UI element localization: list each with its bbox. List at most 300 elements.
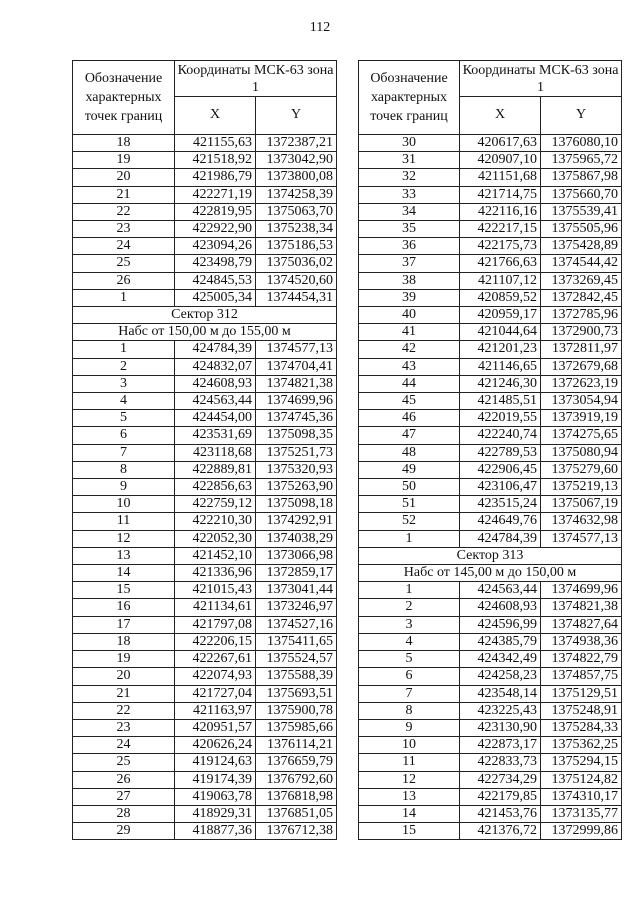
table-row — [73, 737, 337, 754]
point-number-cell: 11 — [359, 754, 460, 771]
x-coordinate-cell: 422052,30 — [175, 530, 256, 547]
x-coordinate-cell: 423515,24 — [460, 496, 541, 513]
point-number-cell: 19 — [73, 152, 175, 169]
table-row — [359, 788, 622, 805]
point-number-cell: 2 — [73, 358, 175, 375]
point-number-cell: 5 — [359, 651, 460, 668]
x-coordinate-cell: 421107,12 — [460, 272, 541, 289]
table-row — [359, 823, 622, 840]
point-number-cell: 21 — [73, 186, 175, 203]
x-coordinate-cell: 422734,29 — [460, 771, 541, 788]
y-coordinate-cell: 1374699,96 — [256, 393, 337, 410]
point-number-cell: 9 — [359, 719, 460, 736]
y-column-header: Y — [541, 97, 622, 135]
y-coordinate-cell: 1374745,36 — [256, 410, 337, 427]
point-number-cell: 15 — [359, 823, 460, 840]
point-number-cell: 7 — [359, 685, 460, 702]
y-coordinate-cell: 1375063,70 — [256, 203, 337, 220]
table-row — [73, 599, 337, 616]
x-coordinate-cell: 421376,72 — [460, 823, 541, 840]
y-coordinate-cell: 1375124,82 — [541, 771, 622, 788]
y-coordinate-cell: 1374544,42 — [541, 255, 622, 272]
x-coordinate-cell: 421134,61 — [175, 599, 256, 616]
y-coordinate-cell: 1373800,08 — [256, 169, 337, 186]
point-number-cell: 51 — [359, 496, 460, 513]
point-number-cell: 10 — [73, 496, 175, 513]
x-coordinate-cell: 422873,17 — [460, 737, 541, 754]
x-coordinate-cell: 421201,23 — [460, 341, 541, 358]
y-coordinate-cell: 1375036,02 — [256, 255, 337, 272]
y-coordinate-cell: 1375129,51 — [541, 685, 622, 702]
table-row — [359, 737, 622, 754]
point-number-cell: 29 — [73, 823, 175, 840]
y-coordinate-cell: 1374821,38 — [256, 375, 337, 392]
y-coordinate-cell: 1375505,96 — [541, 221, 622, 238]
x-coordinate-cell: 423225,43 — [460, 702, 541, 719]
point-number-cell: 23 — [73, 719, 175, 736]
x-coordinate-cell: 422889,81 — [175, 461, 256, 478]
section-label: Сектор 312 — [73, 307, 337, 324]
table-row — [359, 221, 622, 238]
point-number-cell: 48 — [359, 444, 460, 461]
table-row — [359, 375, 622, 392]
x-column-header: X — [175, 97, 256, 135]
y-coordinate-cell: 1375251,73 — [256, 444, 337, 461]
table-row — [73, 461, 337, 478]
x-coordinate-cell: 424258,23 — [460, 668, 541, 685]
table-row — [359, 754, 622, 771]
point-number-cell: 5 — [73, 410, 175, 427]
table-row — [359, 393, 622, 410]
y-coordinate-cell: 1372679,68 — [541, 358, 622, 375]
table-row — [73, 375, 337, 392]
point-number-cell: 15 — [73, 582, 175, 599]
table-row — [73, 186, 337, 203]
coordinate-system-header: Координаты МСК-63 зона 1 — [175, 61, 337, 97]
x-coordinate-cell: 423106,47 — [460, 479, 541, 496]
x-coordinate-cell: 422819,95 — [175, 203, 256, 220]
table-row — [359, 358, 622, 375]
table-row — [359, 461, 622, 478]
point-number-cell: 44 — [359, 375, 460, 392]
table-row — [359, 805, 622, 822]
point-number-cell: 34 — [359, 203, 460, 220]
x-coordinate-cell: 422217,15 — [460, 221, 541, 238]
point-number-cell: 41 — [359, 324, 460, 341]
x-coordinate-cell: 422856,63 — [175, 479, 256, 496]
y-coordinate-cell: 1375279,60 — [541, 461, 622, 478]
table-row — [359, 633, 622, 650]
table-row — [73, 685, 337, 702]
y-coordinate-cell: 1373042,90 — [256, 152, 337, 169]
y-coordinate-cell: 1372785,96 — [541, 307, 622, 324]
point-number-cell: 11 — [73, 513, 175, 530]
table-row — [359, 410, 622, 427]
y-coordinate-cell: 1375067,19 — [541, 496, 622, 513]
table-row — [73, 582, 337, 599]
x-coordinate-cell: 421015,43 — [175, 582, 256, 599]
x-coordinate-cell: 424342,49 — [460, 651, 541, 668]
table-row — [359, 169, 622, 186]
point-number-cell: 39 — [359, 289, 460, 306]
section-row — [73, 324, 337, 341]
table-row — [73, 358, 337, 375]
table-row — [73, 823, 337, 840]
point-number-cell: 45 — [359, 393, 460, 410]
point-number-cell: 25 — [73, 754, 175, 771]
x-coordinate-cell: 422271,19 — [175, 186, 256, 203]
point-number-cell: 36 — [359, 238, 460, 255]
table-row — [359, 152, 622, 169]
table-row — [359, 702, 622, 719]
point-number-cell: 9 — [73, 479, 175, 496]
x-coordinate-cell: 422074,93 — [175, 668, 256, 685]
table-row — [73, 238, 337, 255]
y-coordinate-cell: 1373066,98 — [256, 547, 337, 564]
y-coordinate-cell: 1375098,18 — [256, 496, 337, 513]
point-number-cell: 43 — [359, 358, 460, 375]
point-number-cell: 47 — [359, 427, 460, 444]
table-row — [73, 788, 337, 805]
y-coordinate-cell: 1376114,21 — [256, 737, 337, 754]
y-coordinate-cell: 1373246,97 — [256, 599, 337, 616]
y-coordinate-cell: 1373919,19 — [541, 410, 622, 427]
x-coordinate-cell: 420959,17 — [460, 307, 541, 324]
x-coordinate-cell: 423531,69 — [175, 427, 256, 444]
x-coordinate-cell: 422206,15 — [175, 633, 256, 650]
x-coordinate-cell: 423118,68 — [175, 444, 256, 461]
x-coordinate-cell: 424608,93 — [175, 375, 256, 392]
point-number-cell: 20 — [73, 169, 175, 186]
y-coordinate-cell: 1375900,78 — [256, 702, 337, 719]
point-number-cell: 18 — [73, 633, 175, 650]
y-coordinate-cell: 1376792,60 — [256, 771, 337, 788]
x-coordinate-cell: 422210,30 — [175, 513, 256, 530]
y-coordinate-cell: 1375098,35 — [256, 427, 337, 444]
point-number-cell: 4 — [359, 633, 460, 650]
x-coordinate-cell: 418877,36 — [175, 823, 256, 840]
y-coordinate-cell: 1376712,38 — [256, 823, 337, 840]
x-coordinate-cell: 422019,55 — [460, 410, 541, 427]
point-number-cell: 1 — [73, 341, 175, 358]
table-row — [73, 513, 337, 530]
point-number-cell: 46 — [359, 410, 460, 427]
point-number-cell: 37 — [359, 255, 460, 272]
section-row — [359, 547, 622, 564]
x-coordinate-cell: 424563,44 — [460, 582, 541, 599]
y-coordinate-cell: 1374038,29 — [256, 530, 337, 547]
y-coordinate-cell: 1375524,57 — [256, 651, 337, 668]
section-row — [73, 307, 337, 324]
x-coordinate-cell: 420617,63 — [460, 135, 541, 152]
x-coordinate-cell: 419174,39 — [175, 771, 256, 788]
table-row — [359, 530, 622, 547]
point-designation-header: Обозначение характерных точек границ — [359, 61, 460, 135]
table-header — [359, 61, 622, 135]
y-coordinate-cell: 1375362,25 — [541, 737, 622, 754]
y-coordinate-cell: 1375284,33 — [541, 719, 622, 736]
point-number-cell: 21 — [73, 685, 175, 702]
coordinate-system-header: Координаты МСК-63 зона 1 — [460, 61, 622, 97]
y-coordinate-cell: 1375693,51 — [256, 685, 337, 702]
x-coordinate-cell: 422759,12 — [175, 496, 256, 513]
x-coordinate-cell: 422116,16 — [460, 203, 541, 220]
y-coordinate-cell: 1375588,39 — [256, 668, 337, 685]
x-coordinate-cell: 421163,97 — [175, 702, 256, 719]
table-row — [73, 289, 337, 306]
table-row — [73, 203, 337, 220]
table-row — [359, 616, 622, 633]
point-number-cell: 1 — [359, 582, 460, 599]
y-coordinate-cell: 1374938,36 — [541, 633, 622, 650]
point-number-cell: 42 — [359, 341, 460, 358]
x-coordinate-cell: 421151,68 — [460, 169, 541, 186]
table-row — [73, 479, 337, 496]
point-number-cell: 3 — [359, 616, 460, 633]
x-coordinate-cell: 424784,39 — [175, 341, 256, 358]
table-body — [73, 135, 337, 840]
x-coordinate-cell: 424385,79 — [460, 633, 541, 650]
x-coordinate-cell: 422179,85 — [460, 788, 541, 805]
x-coordinate-cell: 421518,92 — [175, 152, 256, 169]
point-number-cell: 14 — [359, 805, 460, 822]
y-coordinate-cell: 1374258,39 — [256, 186, 337, 203]
x-coordinate-cell: 421452,10 — [175, 547, 256, 564]
x-coordinate-cell: 421044,64 — [460, 324, 541, 341]
table-row — [73, 668, 337, 685]
table-row — [359, 479, 622, 496]
table-row — [73, 169, 337, 186]
x-coordinate-cell: 422175,73 — [460, 238, 541, 255]
y-coordinate-cell: 1374310,17 — [541, 788, 622, 805]
x-coordinate-cell: 419124,63 — [175, 754, 256, 771]
x-coordinate-cell: 424845,53 — [175, 272, 256, 289]
table-row — [73, 152, 337, 169]
x-coordinate-cell: 420626,24 — [175, 737, 256, 754]
x-coordinate-cell: 422922,90 — [175, 221, 256, 238]
coordinates-table-right — [358, 60, 622, 840]
table-row — [359, 513, 622, 530]
table-row — [359, 668, 622, 685]
table-row — [73, 805, 337, 822]
table-row — [359, 444, 622, 461]
table-row — [73, 651, 337, 668]
y-coordinate-cell: 1373054,94 — [541, 393, 622, 410]
y-coordinate-cell: 1374577,13 — [541, 530, 622, 547]
point-number-cell: 25 — [73, 255, 175, 272]
table-row — [73, 496, 337, 513]
point-number-cell: 22 — [73, 203, 175, 220]
x-coordinate-cell: 421336,96 — [175, 565, 256, 582]
x-coordinate-cell: 421246,30 — [460, 375, 541, 392]
x-coordinate-cell: 421986,79 — [175, 169, 256, 186]
table-row — [73, 547, 337, 564]
y-coordinate-cell: 1374454,31 — [256, 289, 337, 306]
y-coordinate-cell: 1374857,75 — [541, 668, 622, 685]
x-coordinate-cell: 424784,39 — [460, 530, 541, 547]
point-number-cell: 2 — [359, 599, 460, 616]
point-number-cell: 13 — [359, 788, 460, 805]
table-row — [359, 324, 622, 341]
point-number-cell: 12 — [359, 771, 460, 788]
y-coordinate-cell: 1375219,13 — [541, 479, 622, 496]
point-number-cell: 23 — [73, 221, 175, 238]
y-coordinate-cell: 1374527,16 — [256, 616, 337, 633]
y-coordinate-cell: 1374822,79 — [541, 651, 622, 668]
table-row — [359, 238, 622, 255]
x-coordinate-cell: 420859,52 — [460, 289, 541, 306]
y-coordinate-cell: 1375320,93 — [256, 461, 337, 478]
point-number-cell: 22 — [73, 702, 175, 719]
y-coordinate-cell: 1374577,13 — [256, 341, 337, 358]
y-coordinate-cell: 1375428,89 — [541, 238, 622, 255]
y-coordinate-cell: 1374827,64 — [541, 616, 622, 633]
point-number-cell: 17 — [73, 616, 175, 633]
y-coordinate-cell: 1376818,98 — [256, 788, 337, 805]
x-coordinate-cell: 423130,90 — [460, 719, 541, 736]
y-coordinate-cell: 1372842,45 — [541, 289, 622, 306]
y-coordinate-cell: 1374821,38 — [541, 599, 622, 616]
y-coordinate-cell: 1372811,97 — [541, 341, 622, 358]
x-coordinate-cell: 421155,63 — [175, 135, 256, 152]
table-row — [73, 393, 337, 410]
point-number-cell: 8 — [73, 461, 175, 478]
x-coordinate-cell: 424608,93 — [460, 599, 541, 616]
section-label: Набс от 145,00 м до 150,00 м — [359, 565, 622, 582]
y-column-header: Y — [256, 97, 337, 135]
y-coordinate-cell: 1375294,15 — [541, 754, 622, 771]
page-number: 112 — [309, 20, 331, 35]
table-row — [73, 341, 337, 358]
y-coordinate-cell: 1375965,72 — [541, 152, 622, 169]
y-coordinate-cell: 1376659,79 — [256, 754, 337, 771]
x-coordinate-cell: 424596,99 — [460, 616, 541, 633]
y-coordinate-cell: 1374275,65 — [541, 427, 622, 444]
y-coordinate-cell: 1375238,34 — [256, 221, 337, 238]
y-coordinate-cell: 1375539,41 — [541, 203, 622, 220]
y-coordinate-cell: 1375411,65 — [256, 633, 337, 650]
table-row — [73, 221, 337, 238]
coordinates-table-left — [72, 60, 337, 840]
table-row — [359, 771, 622, 788]
x-coordinate-cell: 421727,04 — [175, 685, 256, 702]
point-number-cell: 16 — [73, 599, 175, 616]
point-number-cell: 32 — [359, 169, 460, 186]
point-number-cell: 52 — [359, 513, 460, 530]
section-label: Набс от 150,00 м до 155,00 м — [73, 324, 337, 341]
point-number-cell: 18 — [73, 135, 175, 152]
section-row — [359, 565, 622, 582]
x-coordinate-cell: 424832,07 — [175, 358, 256, 375]
point-number-cell: 24 — [73, 737, 175, 754]
x-coordinate-cell: 424563,44 — [175, 393, 256, 410]
x-coordinate-cell: 422240,74 — [460, 427, 541, 444]
table-row — [73, 754, 337, 771]
y-coordinate-cell: 1375985,66 — [256, 719, 337, 736]
y-coordinate-cell: 1372999,86 — [541, 823, 622, 840]
y-coordinate-cell: 1373135,77 — [541, 805, 622, 822]
x-coordinate-cell: 420951,57 — [175, 719, 256, 736]
x-coordinate-cell: 421453,76 — [460, 805, 541, 822]
y-coordinate-cell: 1375660,70 — [541, 186, 622, 203]
y-coordinate-cell: 1372387,21 — [256, 135, 337, 152]
point-number-cell: 50 — [359, 479, 460, 496]
table-row — [359, 135, 622, 152]
y-coordinate-cell: 1375263,90 — [256, 479, 337, 496]
x-coordinate-cell: 421485,51 — [460, 393, 541, 410]
table-row — [359, 203, 622, 220]
point-number-cell: 1 — [73, 289, 175, 306]
y-coordinate-cell: 1372623,19 — [541, 375, 622, 392]
table-row — [73, 530, 337, 547]
table-row — [73, 616, 337, 633]
table-row — [359, 582, 622, 599]
point-number-cell: 24 — [73, 238, 175, 255]
table-row — [73, 427, 337, 444]
point-number-cell: 26 — [73, 272, 175, 289]
table-header — [73, 61, 337, 135]
point-number-cell: 27 — [73, 788, 175, 805]
section-label: Сектор 313 — [359, 547, 622, 564]
table-row — [359, 289, 622, 306]
point-number-cell: 33 — [359, 186, 460, 203]
y-coordinate-cell: 1374520,60 — [256, 272, 337, 289]
table-row — [73, 255, 337, 272]
table-row — [359, 255, 622, 272]
table-row — [73, 444, 337, 461]
x-column-header: X — [460, 97, 541, 135]
x-coordinate-cell: 423548,14 — [460, 685, 541, 702]
table-row — [73, 702, 337, 719]
x-coordinate-cell: 421766,63 — [460, 255, 541, 272]
table-row — [359, 307, 622, 324]
point-number-cell: 38 — [359, 272, 460, 289]
x-coordinate-cell: 424454,00 — [175, 410, 256, 427]
point-number-cell: 10 — [359, 737, 460, 754]
table-body — [359, 135, 622, 840]
x-coordinate-cell: 424649,76 — [460, 513, 541, 530]
table-row — [359, 651, 622, 668]
point-number-cell: 31 — [359, 152, 460, 169]
table-row — [73, 410, 337, 427]
y-coordinate-cell: 1375248,91 — [541, 702, 622, 719]
table-row — [73, 565, 337, 582]
y-coordinate-cell: 1375080,94 — [541, 444, 622, 461]
table-row — [359, 186, 622, 203]
table-row — [73, 633, 337, 650]
x-coordinate-cell: 421146,65 — [460, 358, 541, 375]
point-number-cell: 14 — [73, 565, 175, 582]
y-coordinate-cell: 1374704,41 — [256, 358, 337, 375]
point-number-cell: 8 — [359, 702, 460, 719]
point-number-cell: 1 — [359, 530, 460, 547]
point-number-cell: 13 — [73, 547, 175, 564]
x-coordinate-cell: 421797,08 — [175, 616, 256, 633]
table-row — [359, 272, 622, 289]
y-coordinate-cell: 1374292,91 — [256, 513, 337, 530]
point-number-cell: 26 — [73, 771, 175, 788]
y-coordinate-cell: 1376080,10 — [541, 135, 622, 152]
point-number-cell: 20 — [73, 668, 175, 685]
y-coordinate-cell: 1373269,45 — [541, 272, 622, 289]
x-coordinate-cell: 420907,10 — [460, 152, 541, 169]
table-row — [359, 599, 622, 616]
point-number-cell: 6 — [359, 668, 460, 685]
table-row — [73, 771, 337, 788]
table-row — [359, 719, 622, 736]
y-coordinate-cell: 1374699,96 — [541, 582, 622, 599]
x-coordinate-cell: 422789,53 — [460, 444, 541, 461]
